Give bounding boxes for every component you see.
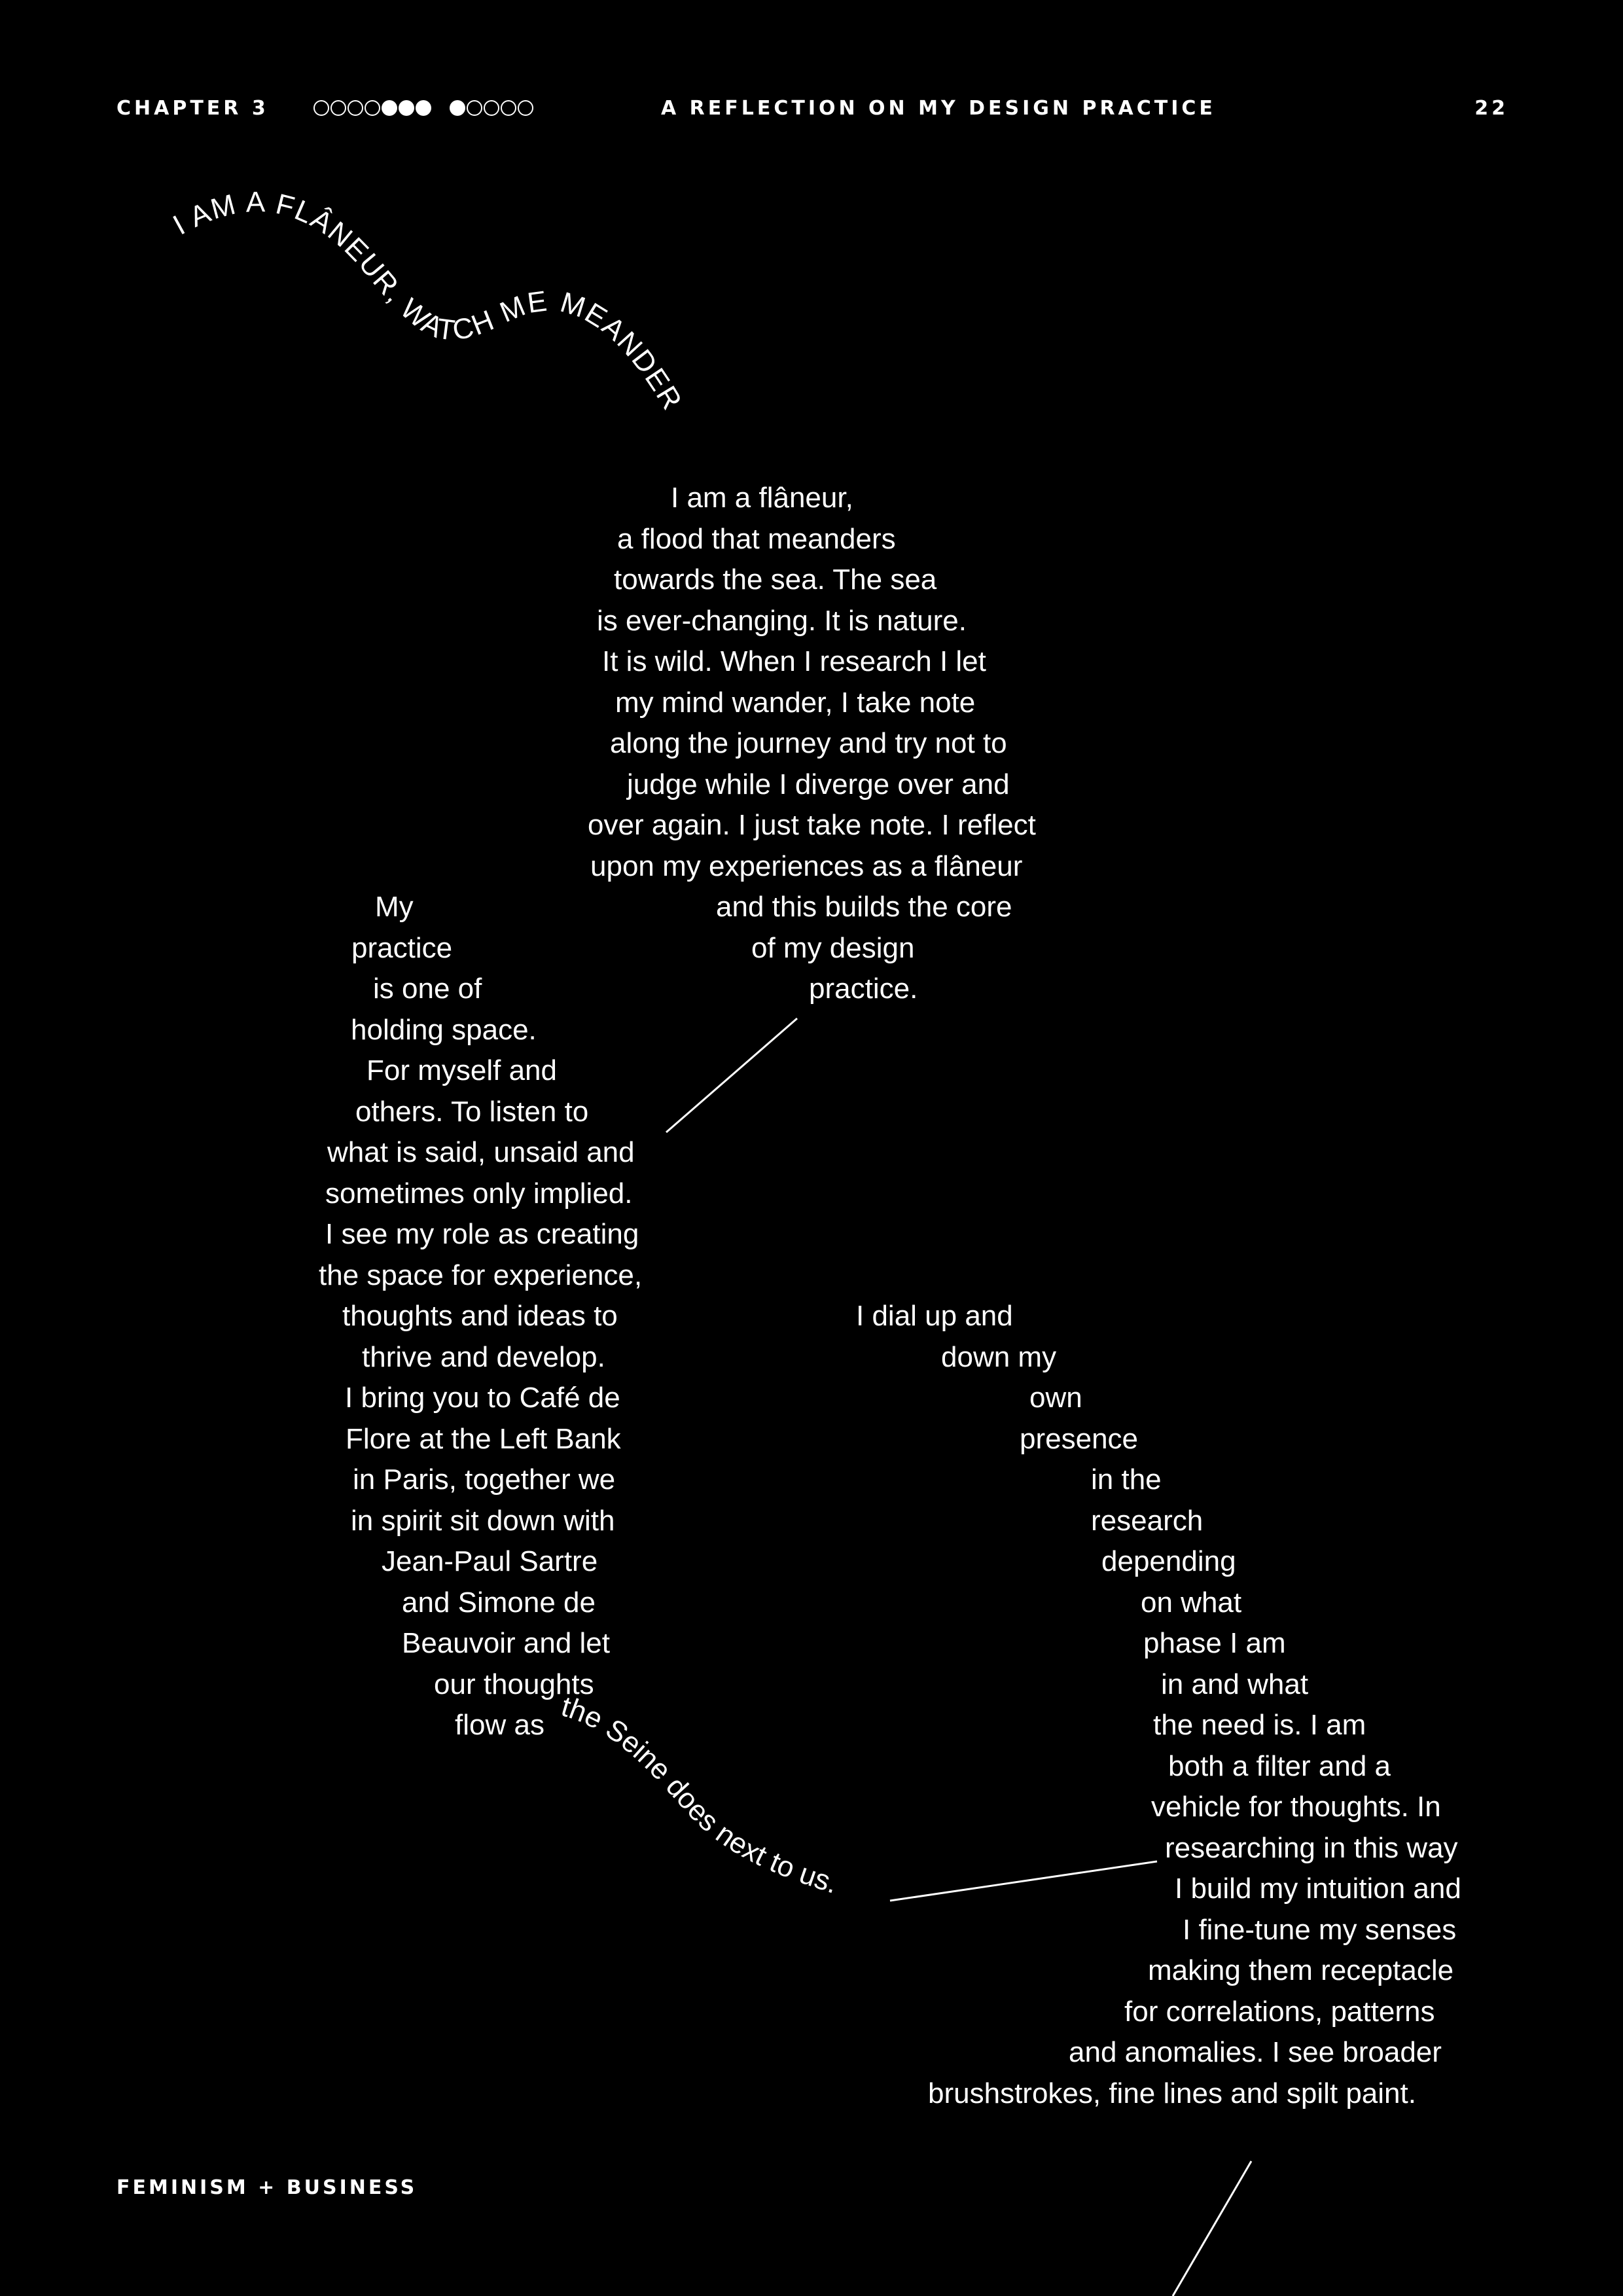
stanza-line: towards the sea. The sea [614, 564, 937, 596]
stanza-line: It is wild. When I research I let [602, 645, 986, 677]
stanza-line: Flore at the Left Bank [346, 1422, 621, 1455]
footer-label: FEMINISM + BUSINESS [116, 2176, 418, 2199]
stanza-line: I dial up and [856, 1300, 1013, 1332]
stanza-line: making them receptacle [1148, 1954, 1454, 1986]
stanza-line: and Simone de [402, 1586, 596, 1619]
stanza-line: is ever-changing. It is nature. [597, 604, 967, 637]
title-textpath: I AM A FLÂNEUR, WATCH ME MEANDER [168, 186, 689, 416]
chapter-label: CHAPTER 3 [116, 97, 269, 120]
connector-line-3 [1173, 2161, 1251, 2296]
stanza-line: is one of [373, 973, 482, 1005]
stanza-line: what is said, unsaid and [327, 1136, 635, 1168]
seine-curve-text [558, 1691, 842, 1900]
stanza-line: own [1029, 1382, 1082, 1414]
stanza-line: holding space. [351, 1013, 537, 1046]
stanza-line: I am a flâneur, [671, 482, 853, 514]
stanza-line: of my design [751, 931, 915, 964]
section-title: A REFLECTION ON MY DESIGN PRACTICE [661, 97, 1216, 120]
stanza-line: My [375, 891, 414, 923]
stanza-line: vehicle for thoughts. In [1151, 1791, 1441, 1823]
stanza-line: in the [1091, 1463, 1162, 1496]
stanza-line: for correlations, patterns [1124, 1995, 1435, 2028]
connector-line-1 [666, 1018, 797, 1132]
stanza-line: phase I am [1143, 1627, 1286, 1659]
stanza-line: I see my role as creating [325, 1218, 639, 1250]
title-curve-text [168, 186, 688, 416]
stanza-line: on what [1141, 1586, 1242, 1619]
connector-line-2 [890, 1861, 1157, 1901]
seine-textpath: the Seine does next to us. [558, 1690, 842, 1900]
stanza-line: practice [351, 931, 453, 964]
stanza-line: flow as [455, 1709, 544, 1741]
stanza-line: and anomalies. I see broader [1069, 2036, 1442, 2068]
stanza-line: a flood that meanders [617, 522, 896, 555]
stanza-line: thrive and develop. [362, 1340, 605, 1373]
stanza-line: the space for experience, [319, 1259, 643, 1291]
stanza-line: and this builds the core [716, 891, 1012, 923]
stanza-line: research [1091, 1504, 1204, 1537]
stanza-line: over again. I just take note. I reflect [588, 809, 1036, 841]
stanza-line: sometimes only implied. [325, 1177, 633, 1210]
stanza-line: thoughts and ideas to [342, 1300, 618, 1332]
stanza-line: in Paris, together we [353, 1463, 616, 1496]
stanza-line: Beauvoir and let [402, 1627, 610, 1659]
page-number: 22 [1474, 97, 1508, 120]
stanza-line: For myself and [366, 1054, 557, 1086]
stanza-line: our thoughts [434, 1668, 594, 1700]
stanza-line: in and what [1161, 1668, 1309, 1700]
stanza-line: practice. [809, 973, 918, 1005]
stanza-line: judge while I diverge over and [627, 768, 1010, 800]
stanza-line: in spirit sit down with [351, 1504, 615, 1537]
stanza-line: along the journey and try not to [610, 727, 1007, 759]
stanza-line: upon my experiences as a flâneur [590, 850, 1023, 882]
stanza-line: I build my intuition and [1175, 1873, 1461, 1905]
stanza-line: depending [1101, 1545, 1236, 1577]
stanza-line: my mind wander, I take note [615, 686, 976, 719]
stanza-line: the need is. I am [1153, 1709, 1366, 1741]
stanza-line: Jean-Paul Sartre [382, 1545, 598, 1577]
stanza-line: others. To listen to [355, 1095, 589, 1128]
stanza-line: both a filter and a [1168, 1749, 1391, 1782]
stanza-line: down my [941, 1340, 1057, 1373]
stanza-line: I fine-tune my senses [1183, 1913, 1457, 1946]
stanza-line: researching in this way [1165, 1831, 1458, 1864]
stanza-line: I bring you to Café de [345, 1382, 620, 1414]
stanza-line: presence [1020, 1422, 1139, 1455]
stanza-line: brushstrokes, fine lines and spilt paint. [928, 2077, 1416, 2109]
